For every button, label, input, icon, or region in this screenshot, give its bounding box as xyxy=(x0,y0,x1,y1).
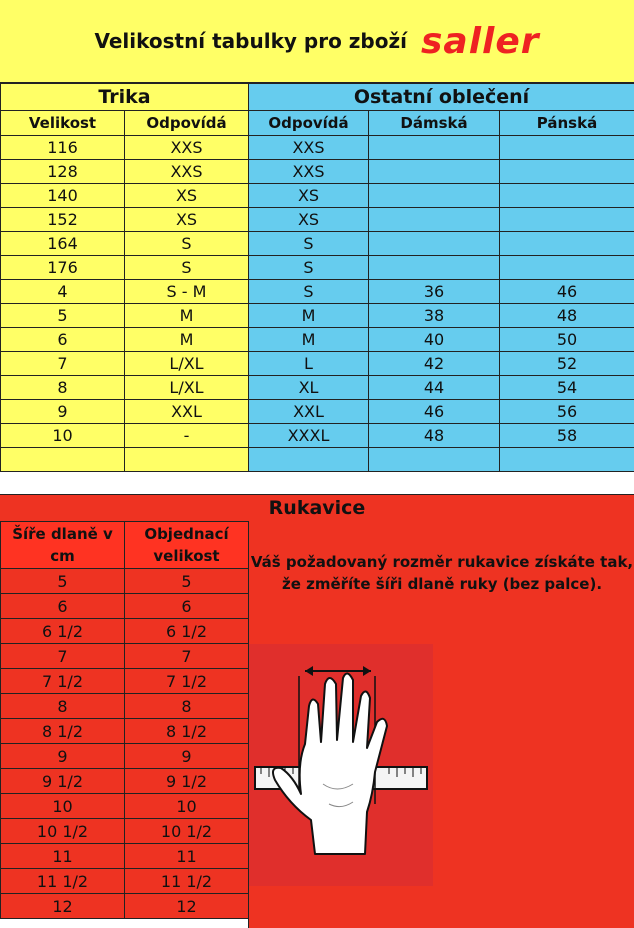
velikost-cell: 8 xyxy=(1,376,125,400)
panska-cell xyxy=(500,184,634,208)
page-title: Velikostní tabulky pro zboží xyxy=(94,29,407,53)
glove-row xyxy=(1,619,249,644)
sire-dlane-cell: 8 xyxy=(1,694,125,719)
objednaci-velikost-cell: 9 xyxy=(125,744,249,769)
glove-row xyxy=(1,669,249,694)
glove-info-panel xyxy=(248,521,634,928)
trika-odpovida-cell xyxy=(125,448,249,472)
glove-row xyxy=(1,719,249,744)
ostatni-odpovida-cell: M xyxy=(249,304,369,328)
velikost-cell: 5 xyxy=(1,304,125,328)
size-row xyxy=(1,136,634,160)
trika-odpovida-cell: S xyxy=(125,232,249,256)
sire-dlane-cell: 8 1/2 xyxy=(1,719,125,744)
damska-cell: 36 xyxy=(369,280,500,304)
ostatni-header: Ostatní oblečení xyxy=(249,84,634,111)
panska-cell xyxy=(500,208,634,232)
panska-cell xyxy=(500,256,634,280)
velikost-cell: 4 xyxy=(1,280,125,304)
sire-dlane-cell: 10 1/2 xyxy=(1,819,125,844)
rukavice-header: Rukavice xyxy=(0,494,634,522)
ostatni-odpovida-cell: XXXL xyxy=(249,424,369,448)
ostatni-odpovida-cell: XXS xyxy=(249,136,369,160)
panska-cell: 46 xyxy=(500,280,634,304)
damska-cell: 42 xyxy=(369,352,500,376)
col-sire-dlane: Šíře dlaně v cm xyxy=(1,522,125,569)
velikost-cell: 116 xyxy=(1,136,125,160)
glove-row xyxy=(1,844,249,869)
panska-cell: 52 xyxy=(500,352,634,376)
velikost-cell xyxy=(1,448,125,472)
size-row xyxy=(1,424,634,448)
glove-row xyxy=(1,869,249,894)
ostatni-odpovida-cell: XXS xyxy=(249,160,369,184)
damska-cell xyxy=(369,208,500,232)
ostatni-odpovida-cell: L xyxy=(249,352,369,376)
sire-dlane-cell: 11 1/2 xyxy=(1,869,125,894)
panska-cell xyxy=(500,448,634,472)
sire-dlane-cell: 9 xyxy=(1,744,125,769)
trika-odpovida-cell: L/XL xyxy=(125,376,249,400)
glove-size-table xyxy=(0,521,249,919)
ostatni-odpovida-cell xyxy=(249,448,369,472)
trika-header: Trika xyxy=(1,84,249,111)
trika-odpovida-cell: XXL xyxy=(125,400,249,424)
velikost-cell: 140 xyxy=(1,184,125,208)
size-row xyxy=(1,448,634,472)
sire-dlane-cell: 6 xyxy=(1,594,125,619)
objednaci-velikost-cell: 5 xyxy=(125,569,249,594)
damska-cell: 44 xyxy=(369,376,500,400)
trika-odpovida-cell: XS xyxy=(125,208,249,232)
damska-cell xyxy=(369,160,500,184)
glove-row xyxy=(1,819,249,844)
objednaci-velikost-cell: 8 1/2 xyxy=(125,719,249,744)
trika-odpovida-cell: S - M xyxy=(125,280,249,304)
glove-row xyxy=(1,569,249,594)
sire-dlane-cell: 11 xyxy=(1,844,125,869)
sire-dlane-cell: 5 xyxy=(1,569,125,594)
panska-cell xyxy=(500,160,634,184)
ostatni-odpovida-cell: S xyxy=(249,256,369,280)
ostatni-odpovida-cell: M xyxy=(249,328,369,352)
velikost-cell: 152 xyxy=(1,208,125,232)
velikost-cell: 6 xyxy=(1,328,125,352)
sire-dlane-cell: 6 1/2 xyxy=(1,619,125,644)
title-band xyxy=(0,0,634,83)
size-row xyxy=(1,280,634,304)
damska-cell xyxy=(369,232,500,256)
damska-cell: 48 xyxy=(369,424,500,448)
glove-row xyxy=(1,744,249,769)
trika-odpovida-cell: XS xyxy=(125,184,249,208)
panska-cell: 56 xyxy=(500,400,634,424)
trika-odpovida-cell: M xyxy=(125,328,249,352)
sire-dlane-cell: 9 1/2 xyxy=(1,769,125,794)
objednaci-velikost-cell: 8 xyxy=(125,694,249,719)
ostatni-odpovida-cell: S xyxy=(249,280,369,304)
damska-cell: 46 xyxy=(369,400,500,424)
trika-odpovida-cell: M xyxy=(125,304,249,328)
measuring-instructions: Váš požadovaný rozměr rukavice získáte tak, že změříte šíři dlaně ruky (bez palce). xyxy=(250,553,634,593)
sire-dlane-cell: 12 xyxy=(1,894,125,919)
objednaci-velikost-cell: 7 1/2 xyxy=(125,669,249,694)
size-row xyxy=(1,160,634,184)
velikost-cell: 164 xyxy=(1,232,125,256)
velikost-cell: 128 xyxy=(1,160,125,184)
hand-measuring-icon xyxy=(249,644,433,886)
damska-cell xyxy=(369,448,500,472)
sire-dlane-cell: 10 xyxy=(1,794,125,819)
panska-cell xyxy=(500,232,634,256)
col-objednaci-velikost: Objednací velikost xyxy=(125,522,249,569)
ostatni-odpovida-cell: XL xyxy=(249,376,369,400)
ostatni-odpovida-cell: XS xyxy=(249,208,369,232)
panska-cell: 50 xyxy=(500,328,634,352)
trika-odpovida-cell: - xyxy=(125,424,249,448)
glove-row xyxy=(1,594,249,619)
objednaci-velikost-cell: 11 xyxy=(125,844,249,869)
trika-odpovida-cell: XXS xyxy=(125,160,249,184)
objednaci-velikost-cell: 11 1/2 xyxy=(125,869,249,894)
damska-cell xyxy=(369,184,500,208)
panska-cell: 58 xyxy=(500,424,634,448)
damska-cell: 40 xyxy=(369,328,500,352)
objednaci-velikost-cell: 6 1/2 xyxy=(125,619,249,644)
objednaci-velikost-cell: 12 xyxy=(125,894,249,919)
trika-odpovida-cell: S xyxy=(125,256,249,280)
damska-cell: 38 xyxy=(369,304,500,328)
objednaci-velikost-cell: 7 xyxy=(125,644,249,669)
ostatni-odpovida-cell: XXL xyxy=(249,400,369,424)
size-row xyxy=(1,376,634,400)
glove-row xyxy=(1,694,249,719)
damska-cell xyxy=(369,136,500,160)
glove-row xyxy=(1,769,249,794)
glove-row xyxy=(1,894,249,919)
brand-logo: saller xyxy=(420,20,540,62)
objednaci-velikost-cell: 10 xyxy=(125,794,249,819)
col-velikost: Velikost xyxy=(1,111,125,136)
velikost-cell: 10 xyxy=(1,424,125,448)
trika-odpovida-cell: XXS xyxy=(125,136,249,160)
trika-odpovida-cell: L/XL xyxy=(125,352,249,376)
panska-cell xyxy=(500,136,634,160)
ostatni-odpovida-cell: S xyxy=(249,232,369,256)
col-trika-odpovida: Odpovídá xyxy=(125,111,249,136)
col-damska: Dámská xyxy=(369,111,500,136)
glove-row xyxy=(1,644,249,669)
glove-row xyxy=(1,794,249,819)
size-row xyxy=(1,328,634,352)
size-row xyxy=(1,208,634,232)
size-row xyxy=(1,232,634,256)
col-panska: Pánská xyxy=(500,111,634,136)
objednaci-velikost-cell: 6 xyxy=(125,594,249,619)
objednaci-velikost-cell: 9 1/2 xyxy=(125,769,249,794)
velikost-cell: 176 xyxy=(1,256,125,280)
damska-cell xyxy=(369,256,500,280)
panska-cell: 54 xyxy=(500,376,634,400)
sire-dlane-cell: 7 1/2 xyxy=(1,669,125,694)
clothing-size-table xyxy=(0,83,634,472)
sire-dlane-cell: 7 xyxy=(1,644,125,669)
size-row xyxy=(1,400,634,424)
ostatni-odpovida-cell: XS xyxy=(249,184,369,208)
velikost-cell: 9 xyxy=(1,400,125,424)
col-ostatni-odpovida: Odpovídá xyxy=(249,111,369,136)
objednaci-velikost-cell: 10 1/2 xyxy=(125,819,249,844)
size-row xyxy=(1,304,634,328)
size-row xyxy=(1,184,634,208)
size-row xyxy=(1,352,634,376)
size-row xyxy=(1,256,634,280)
velikost-cell: 7 xyxy=(1,352,125,376)
panska-cell: 48 xyxy=(500,304,634,328)
